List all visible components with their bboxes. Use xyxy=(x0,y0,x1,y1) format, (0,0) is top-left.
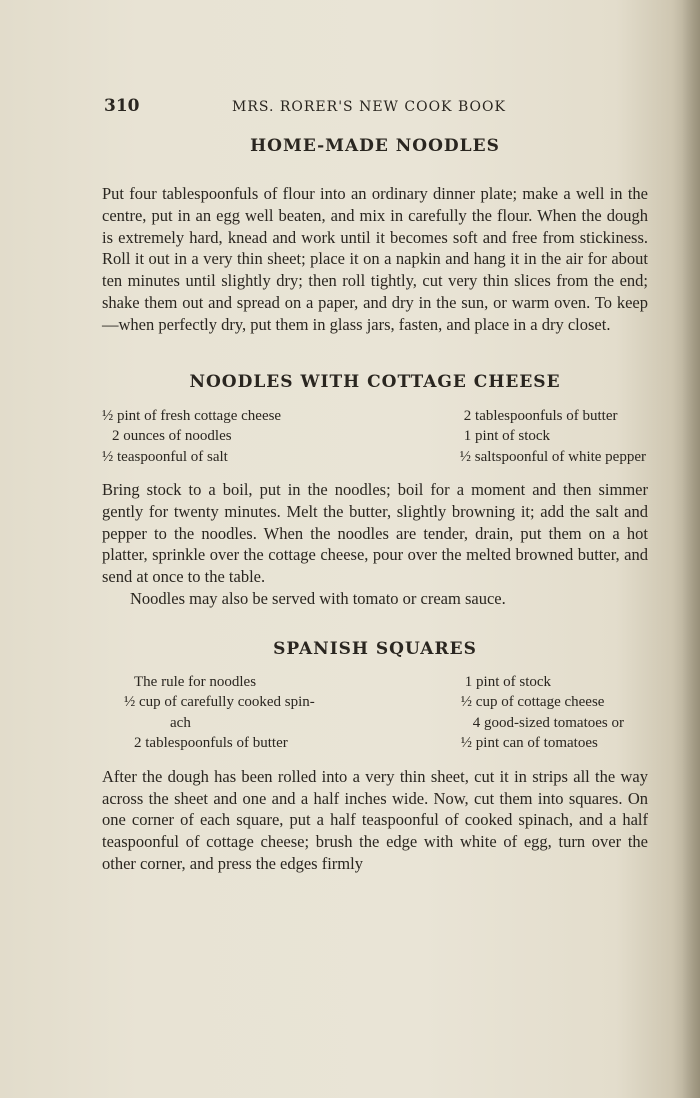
recipe-paragraph: Noodles may also be served with tomato or cream sauce. xyxy=(130,589,506,609)
ingredient-list xyxy=(102,672,648,754)
ingredient-item: ½ pint can of tomatoes xyxy=(460,735,598,752)
ingredient-item: ½ cup of carefully cooked spin- xyxy=(124,694,315,711)
ingredient-item-continuation: ach xyxy=(170,714,191,731)
ingredient-item: 2 tablespoonfuls of butter xyxy=(463,407,618,424)
ingredient-item: 4 good-sized tomatoes or xyxy=(472,714,624,731)
ingredient-list xyxy=(102,406,648,468)
ingredient-item: 1 pint of stock xyxy=(464,673,552,690)
ingredient-item: ½ cup of cottage cheese xyxy=(460,694,605,711)
ingredient-item: 1 pint of stock xyxy=(463,428,551,445)
recipe-title-spanish-squares: SPANISH SQUARES xyxy=(273,638,477,659)
ingredient-item: The rule for noodles xyxy=(134,673,257,690)
ingredient-column-right xyxy=(461,672,624,754)
ingredient-item: 2 ounces of noodles xyxy=(112,428,232,445)
recipe-paragraph: Put four tablespoonfuls of flour into an ordinary dinner plate; make a well in the centre, put in an egg well beaten, and mix in carefully the flour. When the dough is extremely hard, knead and work until it becomes soft and free from stickiness. Roll it out in a very thin sheet; place it on a napkin and hang it in the air for about ten minutes until slightly dry; then roll tightly, cut very thin slices from the end; shake them out and spread on a paper, and dry in the sun, or warm oven. To keep—when perfectly dry, put them in glass jars, fasten, and place in a dry closet. xyxy=(102,184,648,334)
running-head xyxy=(104,96,644,120)
page-content xyxy=(102,136,648,875)
ingredient-column-left xyxy=(124,672,315,754)
ingredient-item: ½ pint of fresh cottage cheese xyxy=(102,407,282,424)
ingredient-item: 2 tablespoonfuls of butter xyxy=(134,735,288,752)
ingredient-item: ½ teaspoonful of salt xyxy=(102,448,228,465)
recipe-title-home-made-noodles: HOME-MADE NOODLES xyxy=(250,136,500,156)
recipe-paragraph: After the dough has been rolled into a very thin sheet, cut it in strips all the way across the sheet and one and a half inches wide. Now, cut them into squares. On one corner of each square, put a half teaspoonful of cooked spinach, and a half teaspoonful of cottage cheese; brush the edge with white of egg, turn over the other corner, and press the edges firmly xyxy=(102,766,648,874)
page-number: 310 xyxy=(104,96,140,116)
recipe-title-noodles-with-cottage-cheese: NOODLES WITH COTTAGE CHEESE xyxy=(189,371,561,392)
ingredient-column-left xyxy=(102,406,281,468)
ingredient-column-right xyxy=(460,406,648,468)
page-gutter-shadow xyxy=(682,0,700,1098)
ingredient-item: ½ saltspoonful of white pepper xyxy=(459,448,646,465)
book-title: MRS. RORER'S NEW COOK BOOK xyxy=(232,99,506,115)
recipe-paragraph: Bring stock to a boil, put in the noodles; boil for a moment and then simmer gently for twenty minutes. Melt the butter, slightly browning it; add the salt and pepper to the noodles. When the noodles are tender, drain, put them on a hot platter, sprinkle over the cottage cheese, pour over the melted browned butter, and send at once to the table. xyxy=(102,480,648,587)
